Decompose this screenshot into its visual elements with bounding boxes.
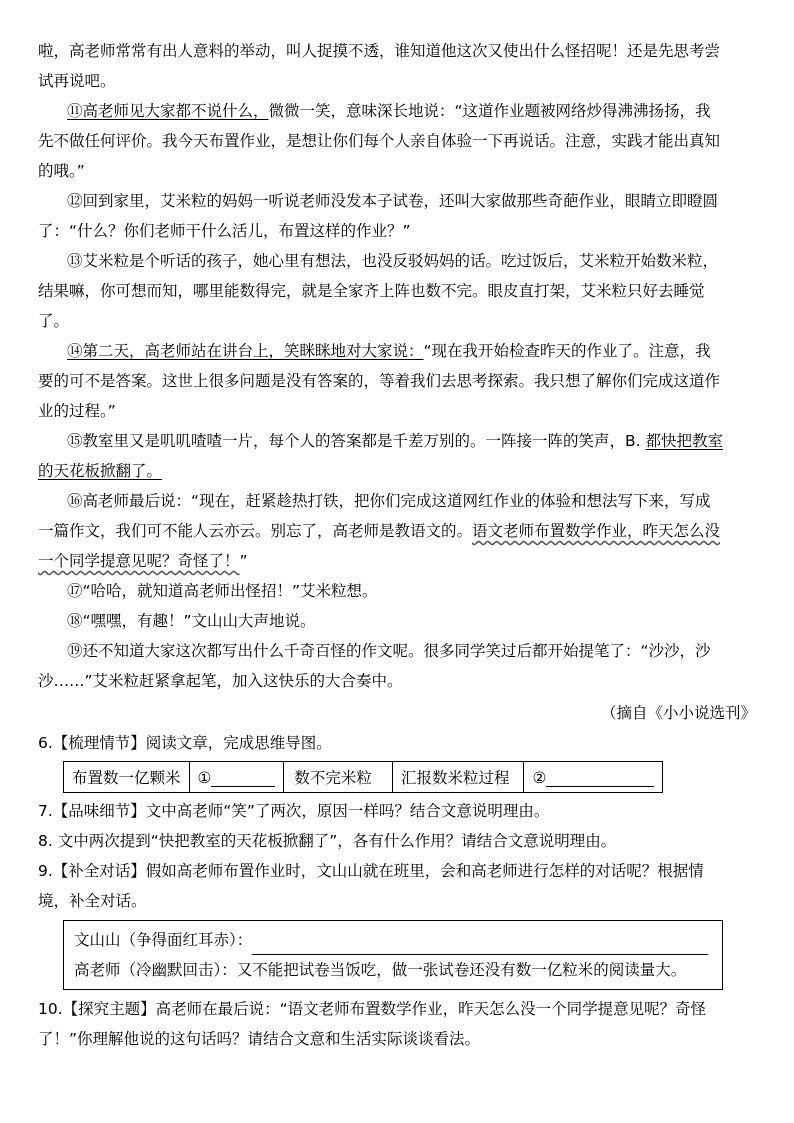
text-line: ⑬艾米粒是个听话的孩子，她心里有想法，也没反驳妈妈的话。吃过饭后，艾米粒开始数米粒， [67, 252, 719, 270]
question-10 [38, 994, 756, 1054]
dialog-speaker-line: 文山山（争得面红耳赤）： [74, 931, 253, 949]
question-9 [38, 856, 756, 916]
question-6: 6.【梳理情节】阅读文章，完成思维导图。 [38, 734, 332, 752]
text-line: 先不做任何评价。我今天布置作业，是想让你们每个人亲自体验一下再说话。注意，实践才能出真知 [38, 132, 721, 150]
text-line: 10.【探究主题】高老师在最后说：“语文老师布置数学作业，昨天怎么没一个同学提意见呢？奇怪 [38, 1000, 707, 1018]
paragraph-12 [38, 186, 756, 246]
text-span: 微微一笑，意味深长地说：“这道作业题被网络炒得沸沸扬扬，我 [268, 102, 711, 120]
dialog-box [63, 920, 723, 990]
answer-blank[interactable] [211, 768, 275, 787]
wavy-underlined-sentence: 语文老师布置数学作业，昨天怎么没 [472, 522, 721, 540]
answer-blank[interactable] [252, 936, 708, 955]
text-line: ⑫回到家里，艾米粒的妈妈一听说老师没发本子试卷，还叫大家做那些奇葩作业，眼睛立即瞪圆 [67, 192, 719, 210]
text-line: ⑯高老师最后说：“现在，赶紧趁热打铁，把你们完成这道网红作业的体验和想法写下来，写成 [67, 492, 711, 510]
underlined-sentence: 都快把教室 [645, 432, 724, 450]
paragraph-13 [38, 246, 756, 336]
mind-map-cell-blank-2[interactable]: ② [524, 762, 663, 793]
text-line: 了：“什么？你们老师干什么活儿，布置这样的作业？” [38, 222, 411, 240]
text-line: 了！”你理解他说的这句话吗？请结合文意和生活实际谈谈看法。 [38, 1030, 481, 1048]
source-citation: （摘自《小小说选刊》 [600, 704, 756, 722]
text-span: ⑮教室里又是叽叽喳喳一片，每个人的答案都是千差万别的。一阵接一阵的笑声，B. [67, 432, 646, 450]
text-line: ⑲还不知道大家这次都写出什么千奇百怪的作文呢。很多同学笑过后都开始提笔了：“沙沙，沙 [67, 642, 711, 660]
paragraph-15 [38, 426, 756, 486]
worksheet-page [38, 36, 756, 1054]
question-8: 8. 文中两次提到“快把教室的天花板掀翻了”，各有什么作用？请结合文意说明理由。 [38, 832, 617, 850]
mind-map-table [63, 761, 663, 793]
text-line: 了。 [38, 312, 70, 330]
dialog-teacher-line: 高老师（冷幽默回击）：又不能把试卷当饭吃，做一张试卷还没有数一亿粒米的阅读量大。 [74, 961, 687, 979]
mind-map-cell-blank-1[interactable]: ① [189, 762, 284, 793]
text-line: 的哦。” [38, 162, 85, 180]
paragraph-11 [38, 96, 756, 186]
text-span: ” [239, 552, 248, 570]
question-7: 7.【品味细节】文中高老师“笑”了两次，原因一样吗？结合文意说明理由。 [38, 802, 550, 820]
text-span: “现在我开始检查昨天的作业了。注意，我 [423, 342, 711, 360]
underlined-sentence: 的天花板掀翻了。 [38, 462, 163, 480]
answer-blank[interactable] [546, 768, 654, 787]
paragraph-19 [38, 636, 756, 696]
text-line: 要的可不是答案。这世上很多问题是没有答案的，等着我们去思考探索。我只想了解你们完成这道作 [38, 372, 721, 390]
underlined-sentence: ⑭第二天，高老师站在讲台上，笑眯眯地对大家说： [67, 342, 424, 360]
paragraph-14 [38, 336, 756, 426]
mind-map-cell: 数不完米粒 [284, 762, 393, 793]
mind-map-cell: 汇报数米粒过程 [392, 762, 524, 793]
text-line: 沙……”艾米粒赶紧拿起笔，加入这快乐的大合奏中。 [38, 672, 403, 690]
text-line: 试再说吧。 [38, 72, 116, 90]
text-line: 啦，高老师常常有出人意料的举动，叫人捉摸不透，谁知道他这次又使出什么怪招呢！还是先思考尝 [38, 42, 721, 60]
text-line: 业的过程。” [38, 402, 116, 420]
text-line: 结果嘛，你可想而知，哪里能数得完，就是全家齐上阵也数不完。眼皮直打架，艾米粒只好去睡觉 [38, 282, 705, 300]
paragraph-16 [38, 486, 756, 576]
paragraph-17: ⑰“哈哈，就知道高老师出怪招！”艾米粒想。 [67, 582, 378, 600]
underlined-sentence: ⑪高老师见大家都不说什么， [67, 102, 269, 120]
text-span: 一篇作文，我们可不能人云亦云。别忘了，高老师是教语文的。 [38, 522, 473, 540]
wavy-underlined-sentence: 一个同学提意见呢？奇怪了！ [38, 552, 240, 570]
paragraph-10 [38, 36, 756, 96]
mind-map-cell: 布置数一亿颗米 [64, 762, 190, 793]
text-line: 9.【补全对话】假如高老师布置作业时，文山山就在班里，会和高老师进行怎样的对话呢？根据情 [38, 862, 704, 880]
paragraph-18: ⑱“嘿嘿，有趣！”文山山大声地说。 [67, 612, 316, 630]
text-line: 境，补全对话。 [38, 892, 147, 910]
